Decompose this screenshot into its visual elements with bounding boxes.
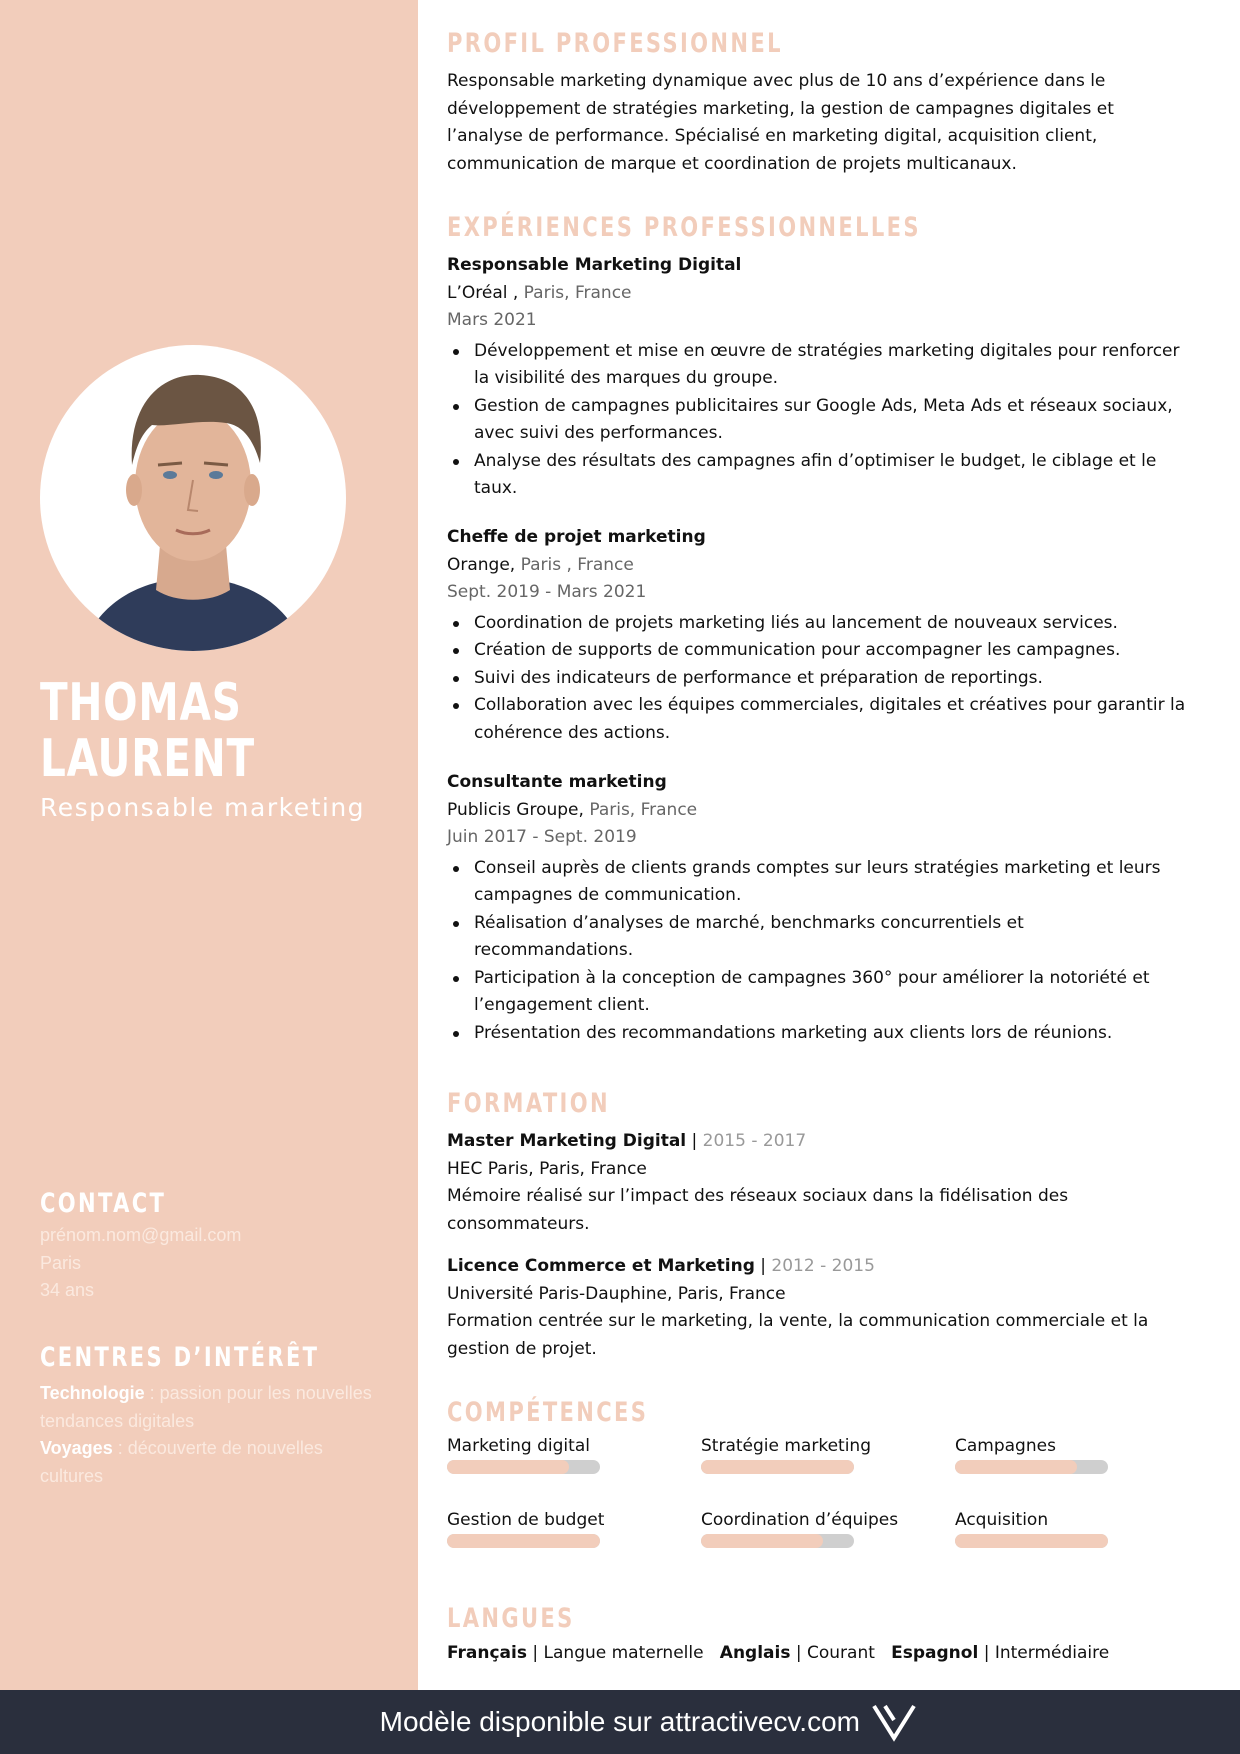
interest-item (40, 1380, 380, 1435)
education-degree: Licence Commerce et Marketing (447, 1256, 755, 1276)
contact-heading: CONTACT (40, 1188, 167, 1219)
experience-dates: Mars 2021 (447, 310, 537, 330)
bullet-item: Gestion de campagnes publicitaires sur Google Ads, Meta Ads et réseaux sociaux, avec suivi des performances. (447, 393, 1187, 448)
skill-fill (447, 1460, 569, 1474)
bullet-item: Suivi des indicateurs de performance et préparation de reportings. (447, 665, 1187, 693)
experience-item (447, 524, 1187, 747)
contact-list (40, 1222, 380, 1305)
languages-line (447, 1643, 1109, 1663)
bullet-item: Développement et mise en œuvre de stratégies marketing digitales pour renforcer la visibilité des marques du groupe. (447, 338, 1187, 393)
last-name: LAURENT (40, 729, 255, 789)
education-desc: Formation centrée sur le marketing, la vente, la communication commerciale et la gestion de projet. (447, 1311, 1149, 1359)
profile-photo (40, 345, 346, 651)
languages-heading: LANGUES (447, 1603, 575, 1634)
language-level: Courant (807, 1643, 875, 1663)
bullet-item: Coordination de projets marketing liés au lancement de nouveaux services. (447, 610, 1187, 638)
experience-item (447, 252, 1187, 503)
experience-location: Paris , France (515, 554, 634, 575)
skill-bar (701, 1460, 854, 1474)
language-sep: | (978, 1643, 995, 1663)
experience-bullets (447, 855, 1187, 1048)
experience-bullets (447, 610, 1187, 748)
experience-title: Responsable Marketing Digital (447, 255, 742, 275)
interest-text: : passion pour les nouvelles tendances digitales (40, 1383, 372, 1431)
language-name: Anglais (719, 1643, 791, 1663)
skill-fill (955, 1460, 1077, 1474)
experience-location: Paris, France (518, 282, 632, 303)
experience-title: Consultante marketing (447, 772, 667, 792)
education-title-line (447, 1253, 1187, 1281)
skill-bar (447, 1460, 600, 1474)
sidebar (0, 0, 418, 1690)
interest-label: Voyages (40, 1438, 113, 1458)
language-level: Langue maternelle (543, 1643, 704, 1663)
bullet-item: Collaboration avec les équipes commerciales, digitales et créatives pour garantir la cohérence des actions. (447, 692, 1187, 747)
interests-list (40, 1380, 380, 1490)
skill-fill (701, 1534, 823, 1548)
person-name (40, 675, 255, 787)
experience-company-line (447, 797, 1187, 825)
experience-location: Paris, France (583, 799, 698, 820)
skill-fill (955, 1534, 1108, 1548)
interest-text: : découverte de nouvelles cultures (40, 1438, 323, 1486)
experience-company: L’Oréal , (447, 282, 519, 303)
experience-item (447, 769, 1187, 1047)
interests-heading: CENTRES D’INTÉRÊT (40, 1342, 320, 1373)
skill-label: Gestion de budget (447, 1510, 605, 1530)
education-sep: | (754, 1256, 772, 1276)
skill-item (701, 1436, 931, 1474)
skill-item (701, 1510, 931, 1548)
language-name: Espagnol (891, 1643, 979, 1663)
skill-label: Marketing digital (447, 1436, 590, 1456)
education-title-line (447, 1128, 1187, 1156)
footer-link[interactable]: Modèle disponible sur attractivecv.com (379, 1706, 860, 1737)
education-desc: Mémoire réalisé sur l’impact des réseaux sociaux dans la fidélisation des consommateurs. (447, 1186, 1069, 1234)
experience-bullets (447, 338, 1187, 503)
bullet-item: Participation à la conception de campagnes 360° pour améliorer la notoriété et l’engagement client. (447, 965, 1187, 1020)
skill-fill (447, 1534, 600, 1548)
language-sep: | (526, 1643, 544, 1663)
education-sep: | (686, 1131, 703, 1151)
education-heading: FORMATION (447, 1088, 610, 1119)
experience-company-line (447, 280, 1187, 308)
language-level: Intermédiaire (994, 1643, 1110, 1663)
experience-dates: Sept. 2019 - Mars 2021 (447, 582, 647, 602)
interest-item (40, 1435, 380, 1490)
first-name: THOMAS (40, 673, 242, 733)
skill-bar (447, 1534, 600, 1548)
experience-heading: EXPÉRIENCES PROFESSIONNELLES (447, 212, 921, 243)
bullet-item: Présentation des recommandations marketing aux clients lors de réunions. (447, 1020, 1187, 1048)
experience-company-line (447, 552, 1187, 580)
skill-item (447, 1510, 677, 1548)
experience-dates: Juin 2017 - Sept. 2019 (447, 827, 637, 847)
experience-company: Publicis Groupe, (447, 799, 584, 820)
skill-item (955, 1436, 1185, 1474)
education-item (447, 1128, 1187, 1238)
language-name: Français (447, 1643, 527, 1663)
bullet-item: Conseil auprès de clients grands comptes sur leurs stratégies marketing et leurs campagnes de communication. (447, 855, 1187, 910)
skill-fill (701, 1460, 854, 1474)
skill-label: Acquisition (955, 1510, 1049, 1530)
profile-heading: PROFIL PROFESSIONNEL (447, 28, 783, 59)
job-title: Responsable marketing (40, 793, 366, 822)
contact-email[interactable]: prénom.nom@gmail.com (40, 1225, 242, 1245)
interest-label: Technologie (40, 1383, 145, 1403)
experience-company: Orange, (447, 554, 516, 575)
skill-item (447, 1436, 677, 1474)
education-years: 2015 - 2017 (702, 1131, 807, 1151)
experience-title: Cheffe de projet marketing (447, 527, 706, 547)
education-school: Université Paris-Dauphine, Paris, France (447, 1283, 786, 1304)
skill-bar (701, 1534, 854, 1548)
education-degree: Master Marketing Digital (447, 1131, 687, 1151)
skill-bar (955, 1460, 1108, 1474)
skill-label: Coordination d’équipes (701, 1510, 899, 1530)
footer-banner (0, 1690, 1240, 1754)
language-sep: | (790, 1643, 808, 1663)
attractivecv-logo-icon (872, 1704, 916, 1746)
profile-summary: Responsable marketing dynamique avec plus de 10 ans d’expérience dans le développement de stratégies marketing, la gestion de campagnes digitales et l’analyse de performance. Spécialisé en marketing digital, acquisition client, communication de marque et coordination de projets multicanaux. (447, 71, 1114, 174)
contact-age: 34 ans (40, 1280, 95, 1300)
skill-label: Campagnes (955, 1436, 1056, 1456)
skills-heading: COMPÉTENCES (447, 1397, 649, 1428)
skill-item (955, 1510, 1185, 1548)
bullet-item: Analyse des résultats des campagnes afin d’optimiser le budget, le ciblage et le taux. (447, 448, 1187, 503)
bullet-item: Réalisation d’analyses de marché, benchmarks concurrentiels et recommandations. (447, 910, 1187, 965)
bullet-item: Création de supports de communication pour accompagner les campagnes. (447, 637, 1187, 665)
education-years: 2012 - 2015 (771, 1256, 875, 1276)
skill-bar (955, 1534, 1108, 1548)
skill-label: Stratégie marketing (701, 1436, 871, 1456)
education-school: HEC Paris, Paris, France (447, 1158, 647, 1179)
contact-city: Paris (40, 1252, 82, 1273)
education-item (447, 1253, 1187, 1363)
